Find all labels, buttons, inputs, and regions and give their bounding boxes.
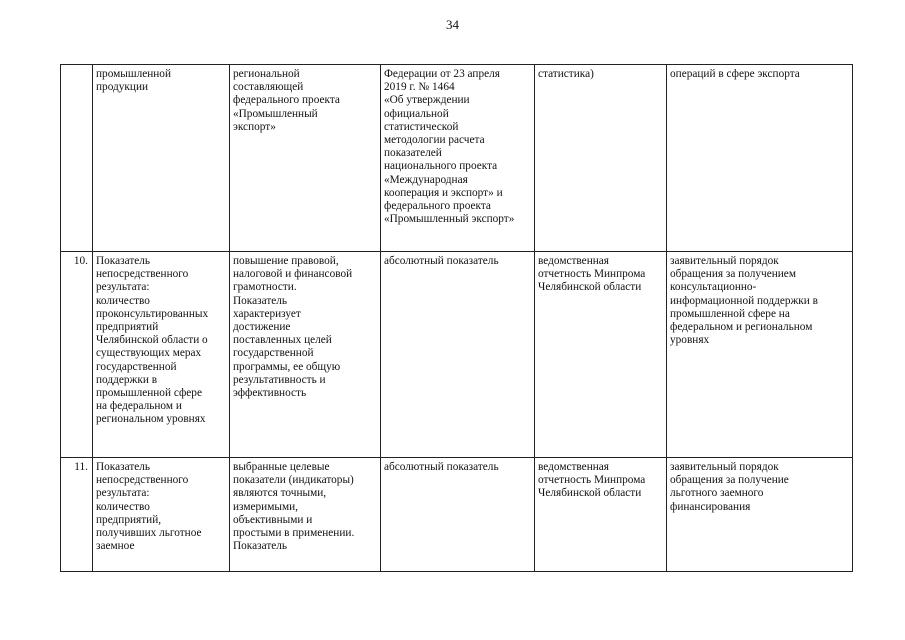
table-row: [61, 458, 853, 572]
table-row: [61, 65, 853, 252]
indicator-unit-cell: абсолютный показатель: [381, 458, 535, 572]
indicators-table: [60, 64, 853, 572]
page-number: 34: [446, 17, 459, 32]
indicator-description-cell: региональной составляющей федерального проекта «Промышленный экспорт»: [230, 65, 381, 252]
indicator-source-cell: ведомственная отчетность Минпрома Челябинской области: [535, 458, 667, 572]
indicator-notes-cell: заявительный порядок обращения за получением консультационно- информационной поддержки в промышленной сфере на федеральном и региональном уровнях: [667, 252, 853, 458]
table-row: [61, 252, 853, 458]
indicator-unit-cell: Федерации от 23 апреля 2019 г. № 1464 «Об утверждении официальной статистической методологии расчета показателей национального проекта «Международная кооперация и экспорт» и федерального проекта «Промышленный экспорт»: [381, 65, 535, 252]
indicator-description-cell: повышение правовой, налоговой и финансовой грамотности. Показатель характеризует достижение поставленных целей государственной программы, ее общую результативность и эффективность: [230, 252, 381, 458]
indicator-unit-cell: абсолютный показатель: [381, 252, 535, 458]
indicator-description-cell: выбранные целевые показатели (индикаторы) являются точными, измеримыми, объективными и простыми в применении. Показатель: [230, 458, 381, 572]
indicator-notes-cell: заявительный порядок обращения за получение льготного заемного финансирования: [667, 458, 853, 572]
indicator-name-cell: Показатель непосредственного результата: количество предприятий, получивших льготное заемное: [93, 458, 230, 572]
indicator-name-cell: промышленной продукции: [93, 65, 230, 252]
row-number-cell: 10.: [61, 252, 93, 458]
indicator-name-cell: Показатель непосредственного результата: количество проконсультированных предприятий Челябинской области о существующих мерах государственной поддержки в промышленной сфере на федеральном и региональном уровнях: [93, 252, 230, 458]
indicator-source-cell: ведомственная отчетность Минпрома Челябинской области: [535, 252, 667, 458]
indicator-source-cell: статистика): [535, 65, 667, 252]
row-number-cell: [61, 65, 93, 252]
row-number-cell: 11.: [61, 458, 93, 572]
indicator-notes-cell: операций в сфере экспорта: [667, 65, 853, 252]
